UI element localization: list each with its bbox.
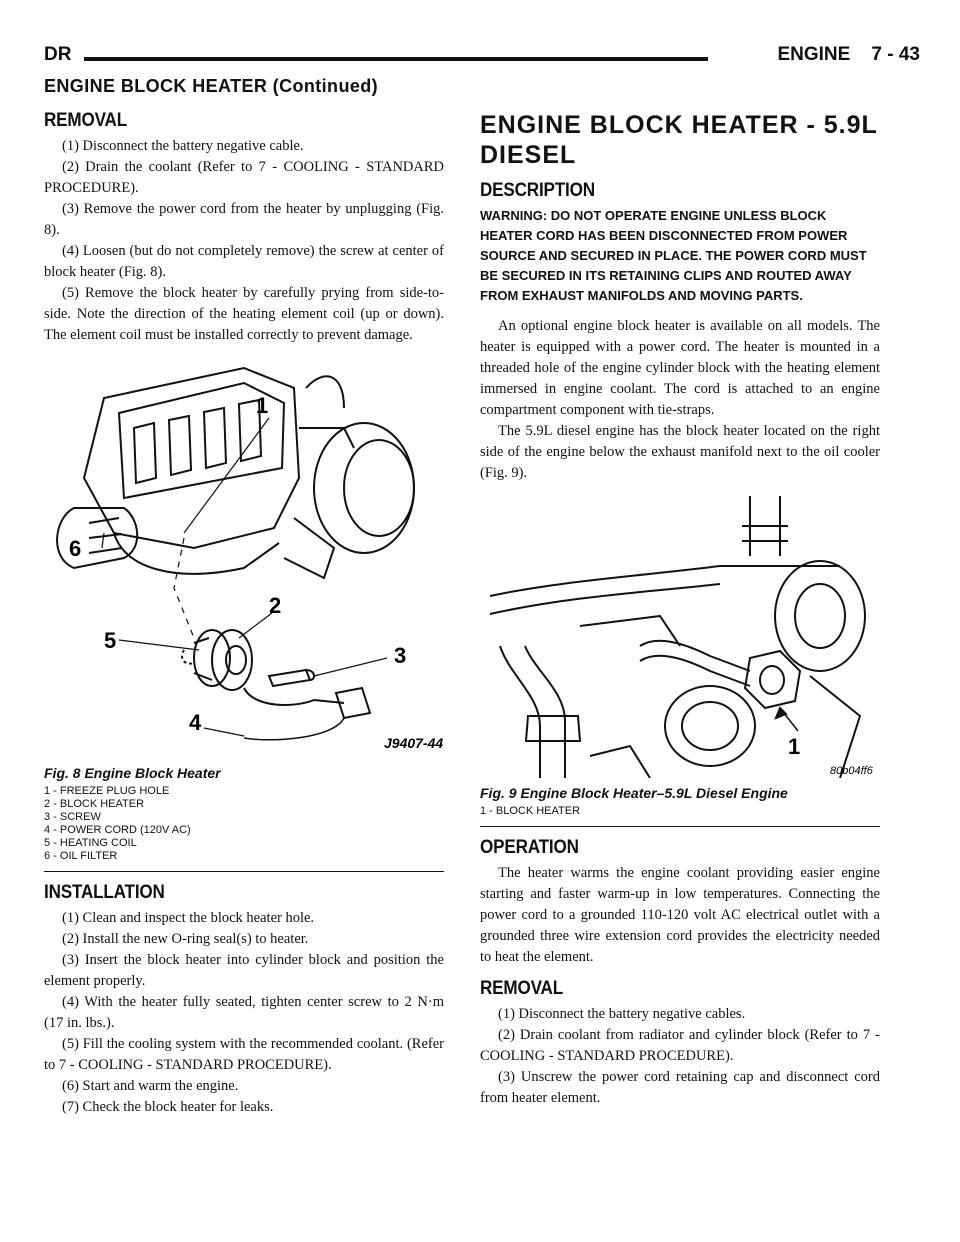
legend-item: 2 - BLOCK HEATER [44,798,145,810]
description-heading: DESCRIPTION [480,180,595,201]
installation-heading: INSTALLATION [44,882,165,903]
legend-item: 5 - HEATING COIL [44,837,137,849]
installation-step: (4) With the heater fully seated, tighten center screw to 2 N·m (17 in. lbs.). [44,994,444,1031]
installation-step: (7) Check the block heater for leaks. [62,1099,274,1115]
continued-heading: ENGINE BLOCK HEATER (Continued) [44,76,379,96]
installation-step: (6) Start and warm the engine. [62,1078,239,1094]
callout-5: 5 [104,628,117,653]
description-paragraph: An optional engine block heater is available on all models. The heater is equipped with a power cord. The heater is mounted in a threaded hole of the engine cylinder block with the heating element immersed in engine coolant. The cord is attached to an engine compartment component with tie-straps. [480,318,880,418]
removal-step: (2) Drain coolant from radiator and cylinder block (Refer to 7 - COOLING - STANDARD PROCEDURE). [480,1027,880,1064]
section-title: ENGINE BLOCK HEATER - 5.9L DIESEL [480,111,878,169]
removal-step: (3) Unscrew the power cord retaining cap and disconnect cord from heater element. [480,1069,880,1106]
header-right: ENGINE 7 - 43 [777,44,920,65]
operation-paragraph: The heater warms the engine coolant providing easier engine starting and faster warm-up in low temperatures. Connecting the power cord to a grounded 110-120 volt AC electrical outlet with a grounded three wire extension cord provides the electricity needed to heat the element. [480,865,880,965]
legend-item: 4 - POWER CORD (120V AC) [44,824,191,836]
header-rule [84,57,708,61]
figure-9-legend [480,805,880,818]
header-left: DR [44,44,72,65]
callout-4: 4 [189,710,202,735]
legend-item: 1 - BLOCK HEATER [480,805,581,817]
installation-step: (3) Insert the block heater into cylinder block and position the element properly. [44,952,444,989]
right-column [480,110,880,1109]
removal-heading: REMOVAL [480,978,563,999]
removal-heading: REMOVAL [44,110,127,131]
figure-9 [480,496,880,827]
removal-step: (1) Disconnect the battery negative cable. [62,138,304,154]
installation-step: (5) Fill the cooling system with the recommended coolant. (Refer to 7 - COOLING - STANDARD PROCEDURE). [44,1036,444,1073]
legend-item: 3 - SCREW [44,811,101,823]
figure-8 [44,358,444,872]
figure-8-caption: Fig. 8 Engine Block Heater [44,765,221,781]
left-column [44,110,444,1118]
figure-9-caption: Fig. 9 Engine Block Heater–5.9L Diesel Engine [480,785,788,801]
figure-code: J9407-44 [384,735,444,751]
engine-block-heater-illustration [44,358,444,758]
callout-3: 3 [394,643,407,668]
description-paragraph: The 5.9L diesel engine has the block heater located on the right side of the engine below the exhaust manifold next to the oil cooler (Fig. 9). [480,423,880,481]
legend-item: 6 - OIL FILTER [44,850,118,862]
figure-code: 80b04ff6 [830,765,873,777]
callout-6: 6 [69,536,82,561]
figure-8-legend [44,785,444,863]
operation-heading: OPERATION [480,837,579,858]
running-header [44,44,920,74]
callout-2: 2 [269,593,282,618]
removal-step: (4) Loosen (but do not completely remove) the screw at center of block heater (Fig. 8). [44,243,444,280]
warning-text: WARNING: DO NOT OPERATE ENGINE UNLESS BLOCK HEATER CORD HAS BEEN DISCONNECTED FROM POWER SOURCE AND SECURED IN PLACE. THE POWER CORD MUST BE SECURED IN ITS RETAINING CLIPS AND ROUTED AWAY FROM EXHAUST MANIFOLDS AND MOVING PARTS. [480,208,867,303]
figure-divider [480,826,880,827]
legend-item: 1 - FREEZE PLUG HOLE [44,785,170,797]
removal-step: (3) Remove the power cord from the heater by unplugging (Fig. 8). [44,201,444,238]
installation-step: (1) Clean and inspect the block heater hole. [62,910,315,926]
removal-step: (5) Remove the block heater by carefully prying from side-to-side. Note the direction of the heating element coil (up or down). The element coil must be installed correctly to prevent damage. [44,285,444,343]
figure-divider [44,871,444,872]
installation-step: (2) Install the new O-ring seal(s) to heater. [62,931,309,947]
callout-1: 1 [256,393,269,418]
diesel-block-heater-illustration [480,496,880,778]
removal-step: (2) Drain the coolant (Refer to 7 - COOLING - STANDARD PROCEDURE). [44,159,444,196]
callout-1: 1 [788,734,801,759]
removal-step: (1) Disconnect the battery negative cables. [498,1006,746,1022]
